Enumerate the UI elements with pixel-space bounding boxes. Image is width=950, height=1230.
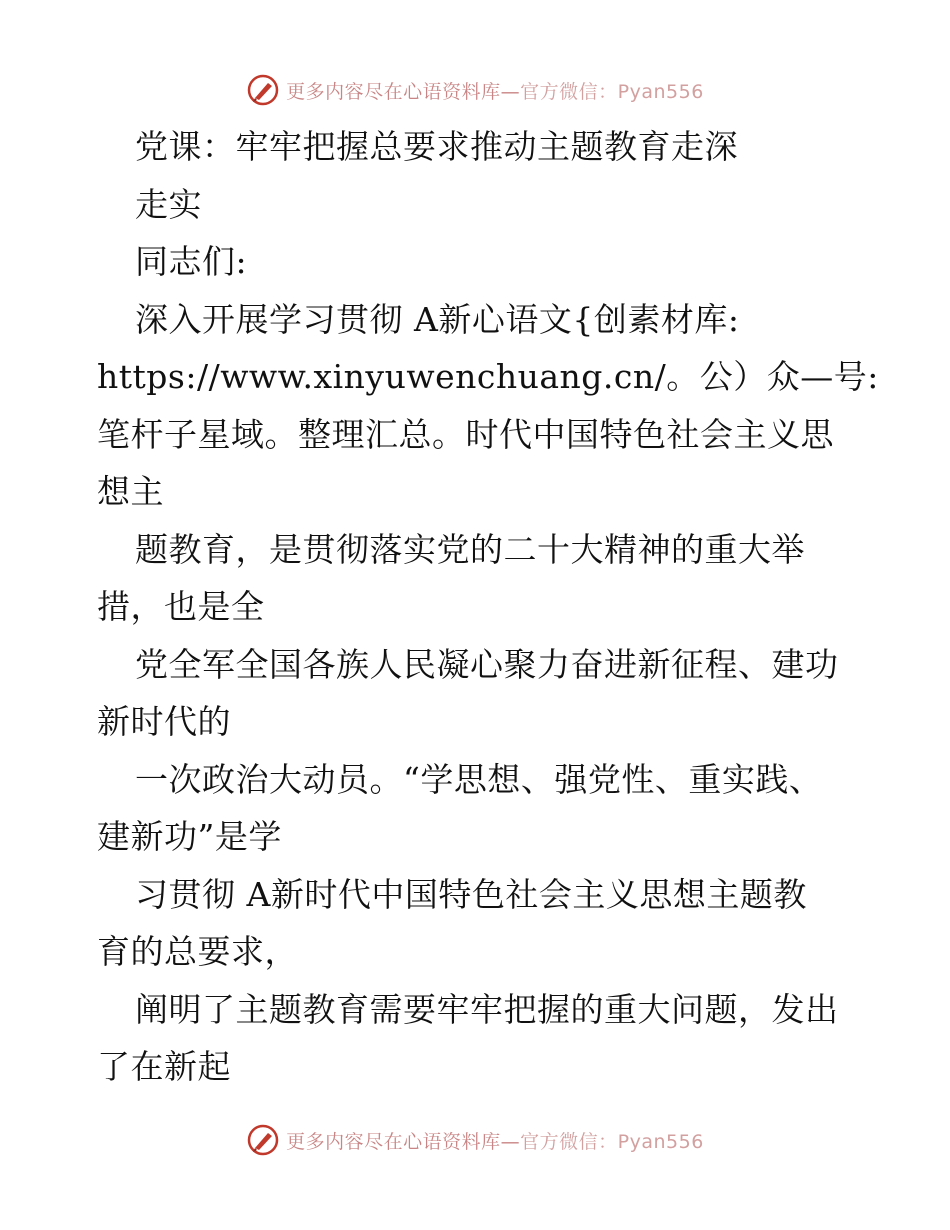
- text-line: 习贯彻 A新时代中国特色社会主义思想主题教: [135, 874, 807, 914]
- footer-watermark-banner: [0, 1120, 950, 1160]
- pen-logo-icon: [246, 73, 280, 107]
- text-line: 走实: [135, 184, 202, 224]
- text-line: 阐明了主题教育需要牢牢把握的重大问题，发出: [135, 989, 839, 1029]
- header-watermark-banner: [0, 70, 950, 110]
- watermark-text: 更多内容尽在心语资料库—官方微信：Pyan556: [286, 1130, 704, 1153]
- text-line: 新时代的: [97, 702, 231, 741]
- text-line: 笔杆子星域。整理汇总。时代中国特色社会主义思: [97, 414, 834, 454]
- text-line: 深入开展学习贯彻 A新心语文{创素材库:: [135, 299, 740, 339]
- document-body: [97, 118, 879, 1096]
- text-line: 党全军全国各族人民凝心聚力奋进新征程、建功: [135, 644, 839, 684]
- text-line: https://www.xinyuwenchuang.cn/。公）众—号:: [97, 357, 879, 396]
- text-line: 一次政治大动员。“学思想、强党性、重实践、: [135, 759, 823, 799]
- text-line: 党课：牢牢把握总要求推动主题教育走深: [135, 127, 738, 166]
- text-line: 想主: [97, 472, 164, 511]
- text-line: 措，也是全: [97, 587, 265, 626]
- watermark-text: 更多内容尽在心语资料库—官方微信：Pyan556: [286, 80, 704, 103]
- text-line: 题教育，是贯彻落实党的二十大精神的重大举: [135, 529, 805, 569]
- pen-logo-icon: [246, 1123, 280, 1157]
- text-line: 同志们:: [135, 242, 248, 281]
- text-line: 建新功”是学: [97, 817, 282, 856]
- text-line: 育的总要求，: [97, 932, 298, 971]
- text-line: 了在新起: [97, 1047, 231, 1086]
